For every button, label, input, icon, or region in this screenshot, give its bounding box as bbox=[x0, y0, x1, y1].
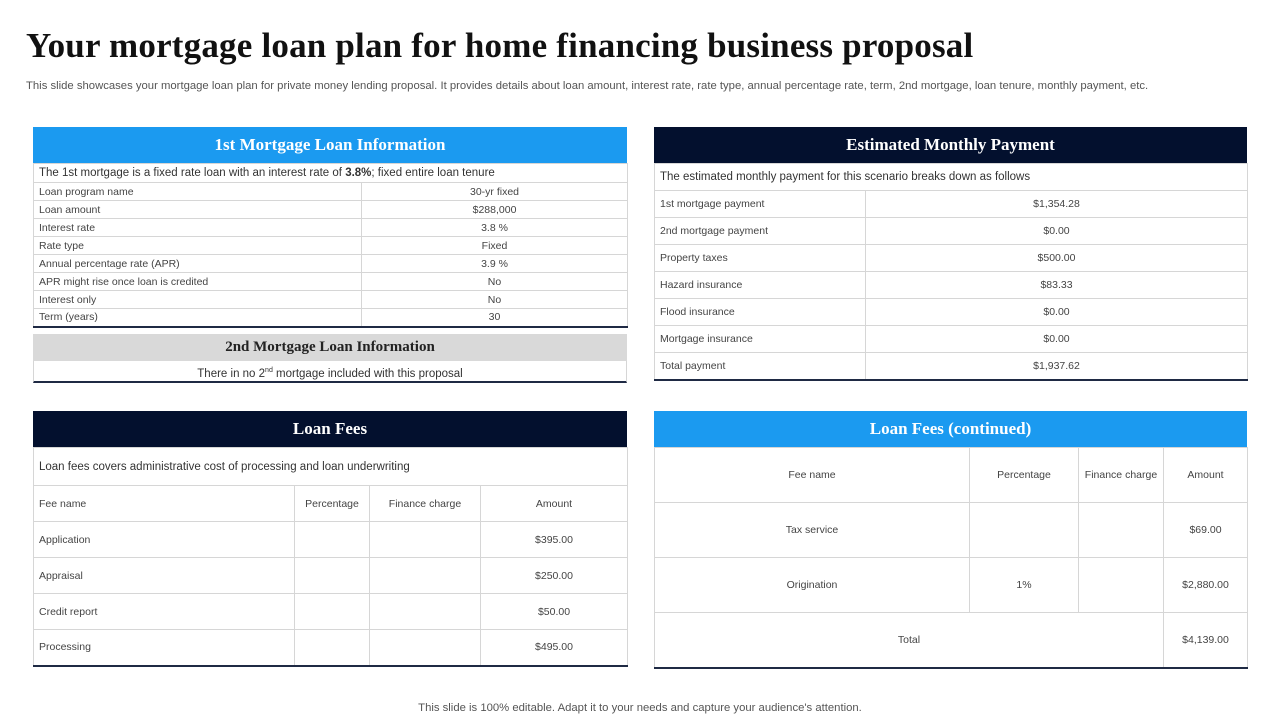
table-row bbox=[34, 291, 628, 309]
row-label: 1st mortgage payment bbox=[655, 191, 866, 218]
row-value: $1,937.62 bbox=[866, 353, 1248, 380]
monthly-payment-intro-row bbox=[655, 164, 1248, 191]
row-label: Loan amount bbox=[34, 201, 362, 219]
row-label: Property taxes bbox=[655, 245, 866, 272]
row-value: $0.00 bbox=[866, 299, 1248, 326]
table-row bbox=[34, 522, 628, 558]
table-row bbox=[655, 503, 1248, 558]
loan-fees-header: Loan Fees bbox=[33, 411, 627, 447]
table-row bbox=[34, 201, 628, 219]
table-row bbox=[34, 309, 628, 327]
table-row bbox=[655, 353, 1248, 380]
row-label: Annual percentage rate (APR) bbox=[34, 255, 362, 273]
row-label: Loan program name bbox=[34, 183, 362, 201]
fee-percentage bbox=[970, 503, 1079, 558]
page-subtitle: This slide showcases your mortgage loan plan for private money lending proposal. It provides details about loan amount, interest rate, rate type, annual percentage rate, term, 2nd mortgage, loan tenure, monthly payment, etc. bbox=[26, 80, 1149, 92]
fee-name: Tax service bbox=[655, 503, 970, 558]
first-mortgage-header: 1st Mortgage Loan Information bbox=[33, 127, 627, 163]
row-label: Interest rate bbox=[34, 219, 362, 237]
table-row bbox=[655, 558, 1248, 613]
fee-name: Processing bbox=[34, 630, 295, 666]
row-value: No bbox=[362, 273, 628, 291]
fee-percentage bbox=[295, 558, 370, 594]
intro-rate: 3.8% bbox=[345, 167, 372, 179]
row-label: Flood insurance bbox=[655, 299, 866, 326]
fee-amount: $495.00 bbox=[481, 630, 628, 666]
fee-name: Application bbox=[34, 522, 295, 558]
intro-text-end: ; fixed entire loan tenure bbox=[371, 167, 495, 179]
row-value: 30-yr fixed bbox=[362, 183, 628, 201]
loan-fees-continued-header: Loan Fees (continued) bbox=[654, 411, 1247, 447]
row-value: Fixed bbox=[362, 237, 628, 255]
page-title: Your mortgage loan plan for home financing business proposal bbox=[26, 26, 974, 65]
row-label: Term (years) bbox=[34, 309, 362, 327]
column-header: Amount bbox=[481, 486, 628, 522]
table-row bbox=[655, 299, 1248, 326]
fee-finance-charge bbox=[370, 594, 481, 630]
fee-finance-charge bbox=[370, 558, 481, 594]
note-text-end: mortgage included with this proposal bbox=[272, 367, 463, 380]
row-value: $0.00 bbox=[866, 218, 1248, 245]
intro-text-start: The 1st mortgage is a fixed rate loan with an interest rate of bbox=[39, 167, 346, 179]
table-row bbox=[655, 191, 1248, 218]
loan-fees-panel bbox=[33, 411, 627, 667]
table-row bbox=[655, 272, 1248, 299]
row-value: $288,000 bbox=[362, 201, 628, 219]
table-row bbox=[655, 245, 1248, 272]
table-header-row bbox=[655, 448, 1248, 503]
row-value: 3.8 % bbox=[362, 219, 628, 237]
loan-fees-continued-panel bbox=[654, 411, 1247, 669]
monthly-payment-intro: The estimated monthly payment for this scenario breaks down as follows bbox=[655, 164, 1248, 191]
column-header: Percentage bbox=[970, 448, 1079, 503]
column-header: Amount bbox=[1164, 448, 1248, 503]
row-value: 30 bbox=[362, 309, 628, 327]
fee-amount: $69.00 bbox=[1164, 503, 1248, 558]
fee-amount: $2,880.00 bbox=[1164, 558, 1248, 613]
table-row bbox=[655, 218, 1248, 245]
footer-note: This slide is 100% editable. Adapt it to your needs and capture your audience's attention. bbox=[418, 702, 862, 714]
table-row bbox=[34, 237, 628, 255]
loan-fees-intro: Loan fees covers administrative cost of processing and loan underwriting bbox=[34, 448, 628, 486]
fee-finance-charge bbox=[1079, 558, 1164, 613]
table-header-row bbox=[34, 486, 628, 522]
row-value: $500.00 bbox=[866, 245, 1248, 272]
table-row bbox=[655, 326, 1248, 353]
first-mortgage-intro-row bbox=[34, 164, 628, 183]
fee-finance-charge bbox=[370, 630, 481, 666]
loan-fees-continued-table bbox=[654, 447, 1248, 669]
fee-name: Origination bbox=[655, 558, 970, 613]
second-mortgage-panel bbox=[33, 334, 627, 383]
row-label: Interest only bbox=[34, 291, 362, 309]
loan-fees-table bbox=[33, 447, 628, 667]
row-label: APR might rise once loan is credited bbox=[34, 273, 362, 291]
fee-name: Credit report bbox=[34, 594, 295, 630]
fee-amount: $250.00 bbox=[481, 558, 628, 594]
fee-percentage bbox=[295, 630, 370, 666]
loan-fees-intro-row bbox=[34, 448, 628, 486]
table-row bbox=[34, 219, 628, 237]
fee-amount: $50.00 bbox=[481, 594, 628, 630]
table-row bbox=[34, 255, 628, 273]
row-label: Total payment bbox=[655, 353, 866, 380]
note-superscript: nd bbox=[265, 367, 273, 374]
second-mortgage-header: 2nd Mortgage Loan Information bbox=[33, 334, 627, 361]
row-label: 2nd mortgage payment bbox=[655, 218, 866, 245]
column-header: Finance charge bbox=[370, 486, 481, 522]
row-label: Mortgage insurance bbox=[655, 326, 866, 353]
row-value: $83.33 bbox=[866, 272, 1248, 299]
fee-amount: $395.00 bbox=[481, 522, 628, 558]
fee-finance-charge bbox=[370, 522, 481, 558]
first-mortgage-intro bbox=[34, 164, 628, 183]
row-value: $0.00 bbox=[866, 326, 1248, 353]
first-mortgage-table bbox=[33, 163, 628, 328]
row-value: $1,354.28 bbox=[866, 191, 1248, 218]
table-row bbox=[34, 630, 628, 666]
monthly-payment-table bbox=[654, 163, 1248, 381]
first-mortgage-panel bbox=[33, 127, 627, 328]
total-label: Total bbox=[655, 613, 1164, 668]
monthly-payment-panel bbox=[654, 127, 1247, 381]
row-value: No bbox=[362, 291, 628, 309]
table-row bbox=[34, 594, 628, 630]
second-mortgage-note bbox=[33, 361, 627, 383]
fee-percentage bbox=[295, 594, 370, 630]
column-header: Finance charge bbox=[1079, 448, 1164, 503]
row-label: Rate type bbox=[34, 237, 362, 255]
total-amount: $4,139.00 bbox=[1164, 613, 1248, 668]
table-row bbox=[34, 183, 628, 201]
column-header: Fee name bbox=[655, 448, 970, 503]
column-header: Percentage bbox=[295, 486, 370, 522]
note-text-start: There in no 2 bbox=[197, 367, 266, 380]
total-row bbox=[655, 613, 1248, 668]
fee-name: Appraisal bbox=[34, 558, 295, 594]
table-row bbox=[34, 558, 628, 594]
fee-percentage bbox=[295, 522, 370, 558]
monthly-payment-header: Estimated Monthly Payment bbox=[654, 127, 1247, 163]
fee-finance-charge bbox=[1079, 503, 1164, 558]
table-row bbox=[34, 273, 628, 291]
fee-percentage: 1% bbox=[970, 558, 1079, 613]
row-value: 3.9 % bbox=[362, 255, 628, 273]
row-label: Hazard insurance bbox=[655, 272, 866, 299]
column-header: Fee name bbox=[34, 486, 295, 522]
